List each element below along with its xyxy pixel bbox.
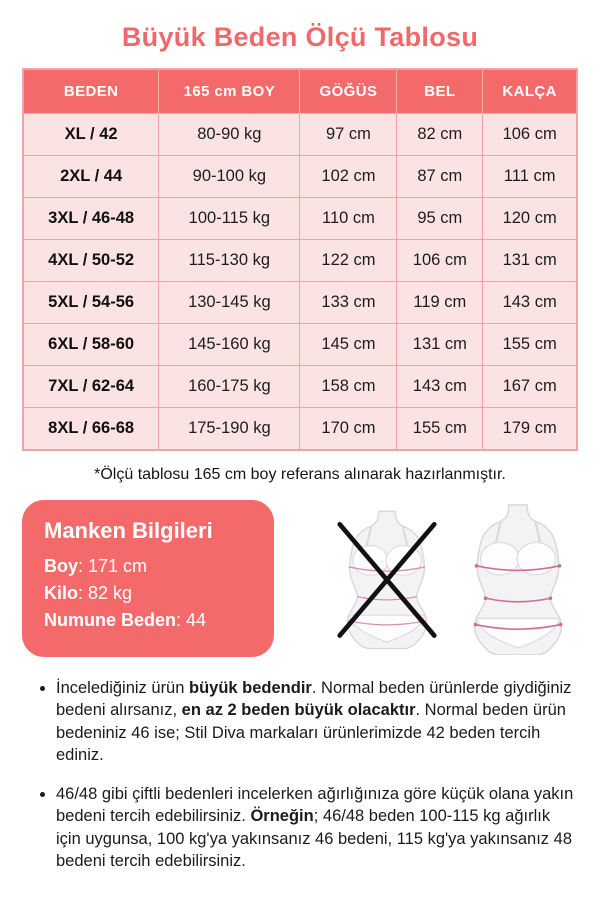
model-info-line: Boy: 171 cm	[44, 556, 148, 576]
measure-cell: 80-90 kg	[159, 114, 300, 156]
size-table-row	[23, 282, 577, 324]
measure-cell: 143 cm	[483, 282, 577, 324]
size-cell: 7XL / 62-64	[23, 366, 159, 408]
measure-cell: 90-100 kg	[159, 156, 300, 198]
model-info-title: Manken Bilgileri	[44, 518, 213, 543]
col-header-kalca: KALÇA	[483, 69, 577, 114]
measure-cell: 131 cm	[397, 324, 483, 366]
size-table-row	[23, 324, 577, 366]
measure-arrow-dot	[484, 596, 488, 600]
measure-arrow-dot	[475, 564, 479, 568]
measure-cell: 122 cm	[300, 240, 397, 282]
size-table-body	[23, 114, 577, 451]
measure-cell: 170 cm	[300, 408, 397, 451]
measure-cell: 158 cm	[300, 366, 397, 408]
size-table-row	[23, 156, 577, 198]
size-table-row	[23, 240, 577, 282]
measure-cell: 130-145 kg	[159, 282, 300, 324]
measure-cell: 106 cm	[397, 240, 483, 282]
measure-cell: 106 cm	[483, 114, 577, 156]
measure-cell: 167 cm	[483, 366, 577, 408]
size-table-row	[23, 366, 577, 408]
size-cell: 8XL / 66-68	[23, 408, 159, 451]
table-footnote: *Ölçü tablosu 165 cm boy referans alınarak hazırlanmıştır.	[94, 466, 506, 483]
size-cell: 6XL / 58-60	[23, 324, 159, 366]
measure-cell: 175-190 kg	[159, 408, 300, 451]
col-header-boy: 165 cm BOY	[159, 69, 300, 114]
measure-cell: 102 cm	[300, 156, 397, 198]
size-table-header-row	[23, 69, 577, 114]
size-cell: XL / 42	[23, 114, 159, 156]
measure-cell: 133 cm	[300, 282, 397, 324]
size-table	[22, 68, 578, 451]
measure-cell: 115-130 kg	[159, 240, 300, 282]
measure-cell: 145-160 kg	[159, 324, 300, 366]
measure-cell: 179 cm	[483, 408, 577, 451]
measure-cell: 119 cm	[397, 282, 483, 324]
measure-cell: 131 cm	[483, 240, 577, 282]
size-cell: 2XL / 44	[23, 156, 159, 198]
measure-cell: 97 cm	[300, 114, 397, 156]
size-cell: 4XL / 50-52	[23, 240, 159, 282]
note-bullet: • İncelediğiniz ürün büyük bedendir. Normal beden ürünlerde giydiğiniz bedeni alırsanız, en az 2 beden büyük olacaktır. Normal beden ürün bedeniniz 46 ise; Stil Diva markaları ürünlerimizde 42 beden tercih ediniz.	[56, 677, 578, 766]
size-table-row	[23, 408, 577, 451]
measure-cell: 110 cm	[300, 198, 397, 240]
measure-arrow-dot	[549, 596, 553, 600]
measure-cell: 155 cm	[483, 324, 577, 366]
measure-arrow-dot	[474, 622, 478, 626]
page-title: Büyük Beden Ölçü Tablosu	[121, 22, 479, 52]
model-info-line: Numune Beden: 44	[44, 610, 207, 630]
measure-cell: 160-175 kg	[159, 366, 300, 408]
fit-figures	[336, 503, 578, 655]
size-cell: 3XL / 46-48	[23, 198, 159, 240]
col-header-beden: BEDEN	[23, 69, 159, 114]
measure-cell: 145 cm	[300, 324, 397, 366]
model-info-section	[22, 500, 578, 657]
normal-size-figure-crossed	[336, 503, 438, 655]
size-table-row	[23, 198, 577, 240]
measure-cell: 143 cm	[397, 366, 483, 408]
model-info-lines	[44, 556, 252, 631]
measure-cell: 155 cm	[397, 408, 483, 451]
size-table-row	[23, 114, 577, 156]
note-bullet: • 46/48 gibi çiftli bedenleri incelerken ağırlığınıza göre küçük olana yakın bedeni tercih edebilirsiniz. Örneğin; 46/48 beden 100-115 kg ağırlık için uygunsa, 100 kg'ya yakınsanız 46 bedeni, 115 kg'ya yakınsanız 48 bedeni tercih edebilirsiniz.	[56, 783, 578, 872]
size-cell: 5XL / 54-56	[23, 282, 159, 324]
measure-cell: 111 cm	[483, 156, 577, 198]
model-info-card	[22, 500, 274, 657]
col-header-gogus: GÖĞÜS	[300, 69, 397, 114]
measure-arrow-dot	[559, 622, 563, 626]
plus-size-figure	[460, 503, 576, 655]
measure-cell: 82 cm	[397, 114, 483, 156]
col-header-bel: BEL	[397, 69, 483, 114]
model-info-line: Kilo: 82 kg	[44, 583, 133, 603]
measure-cell: 87 cm	[397, 156, 483, 198]
measure-cell: 100-115 kg	[159, 198, 300, 240]
measure-arrow-dot	[558, 564, 562, 568]
measure-cell: 95 cm	[397, 198, 483, 240]
notes-list	[22, 677, 578, 872]
measure-cell: 120 cm	[483, 198, 577, 240]
